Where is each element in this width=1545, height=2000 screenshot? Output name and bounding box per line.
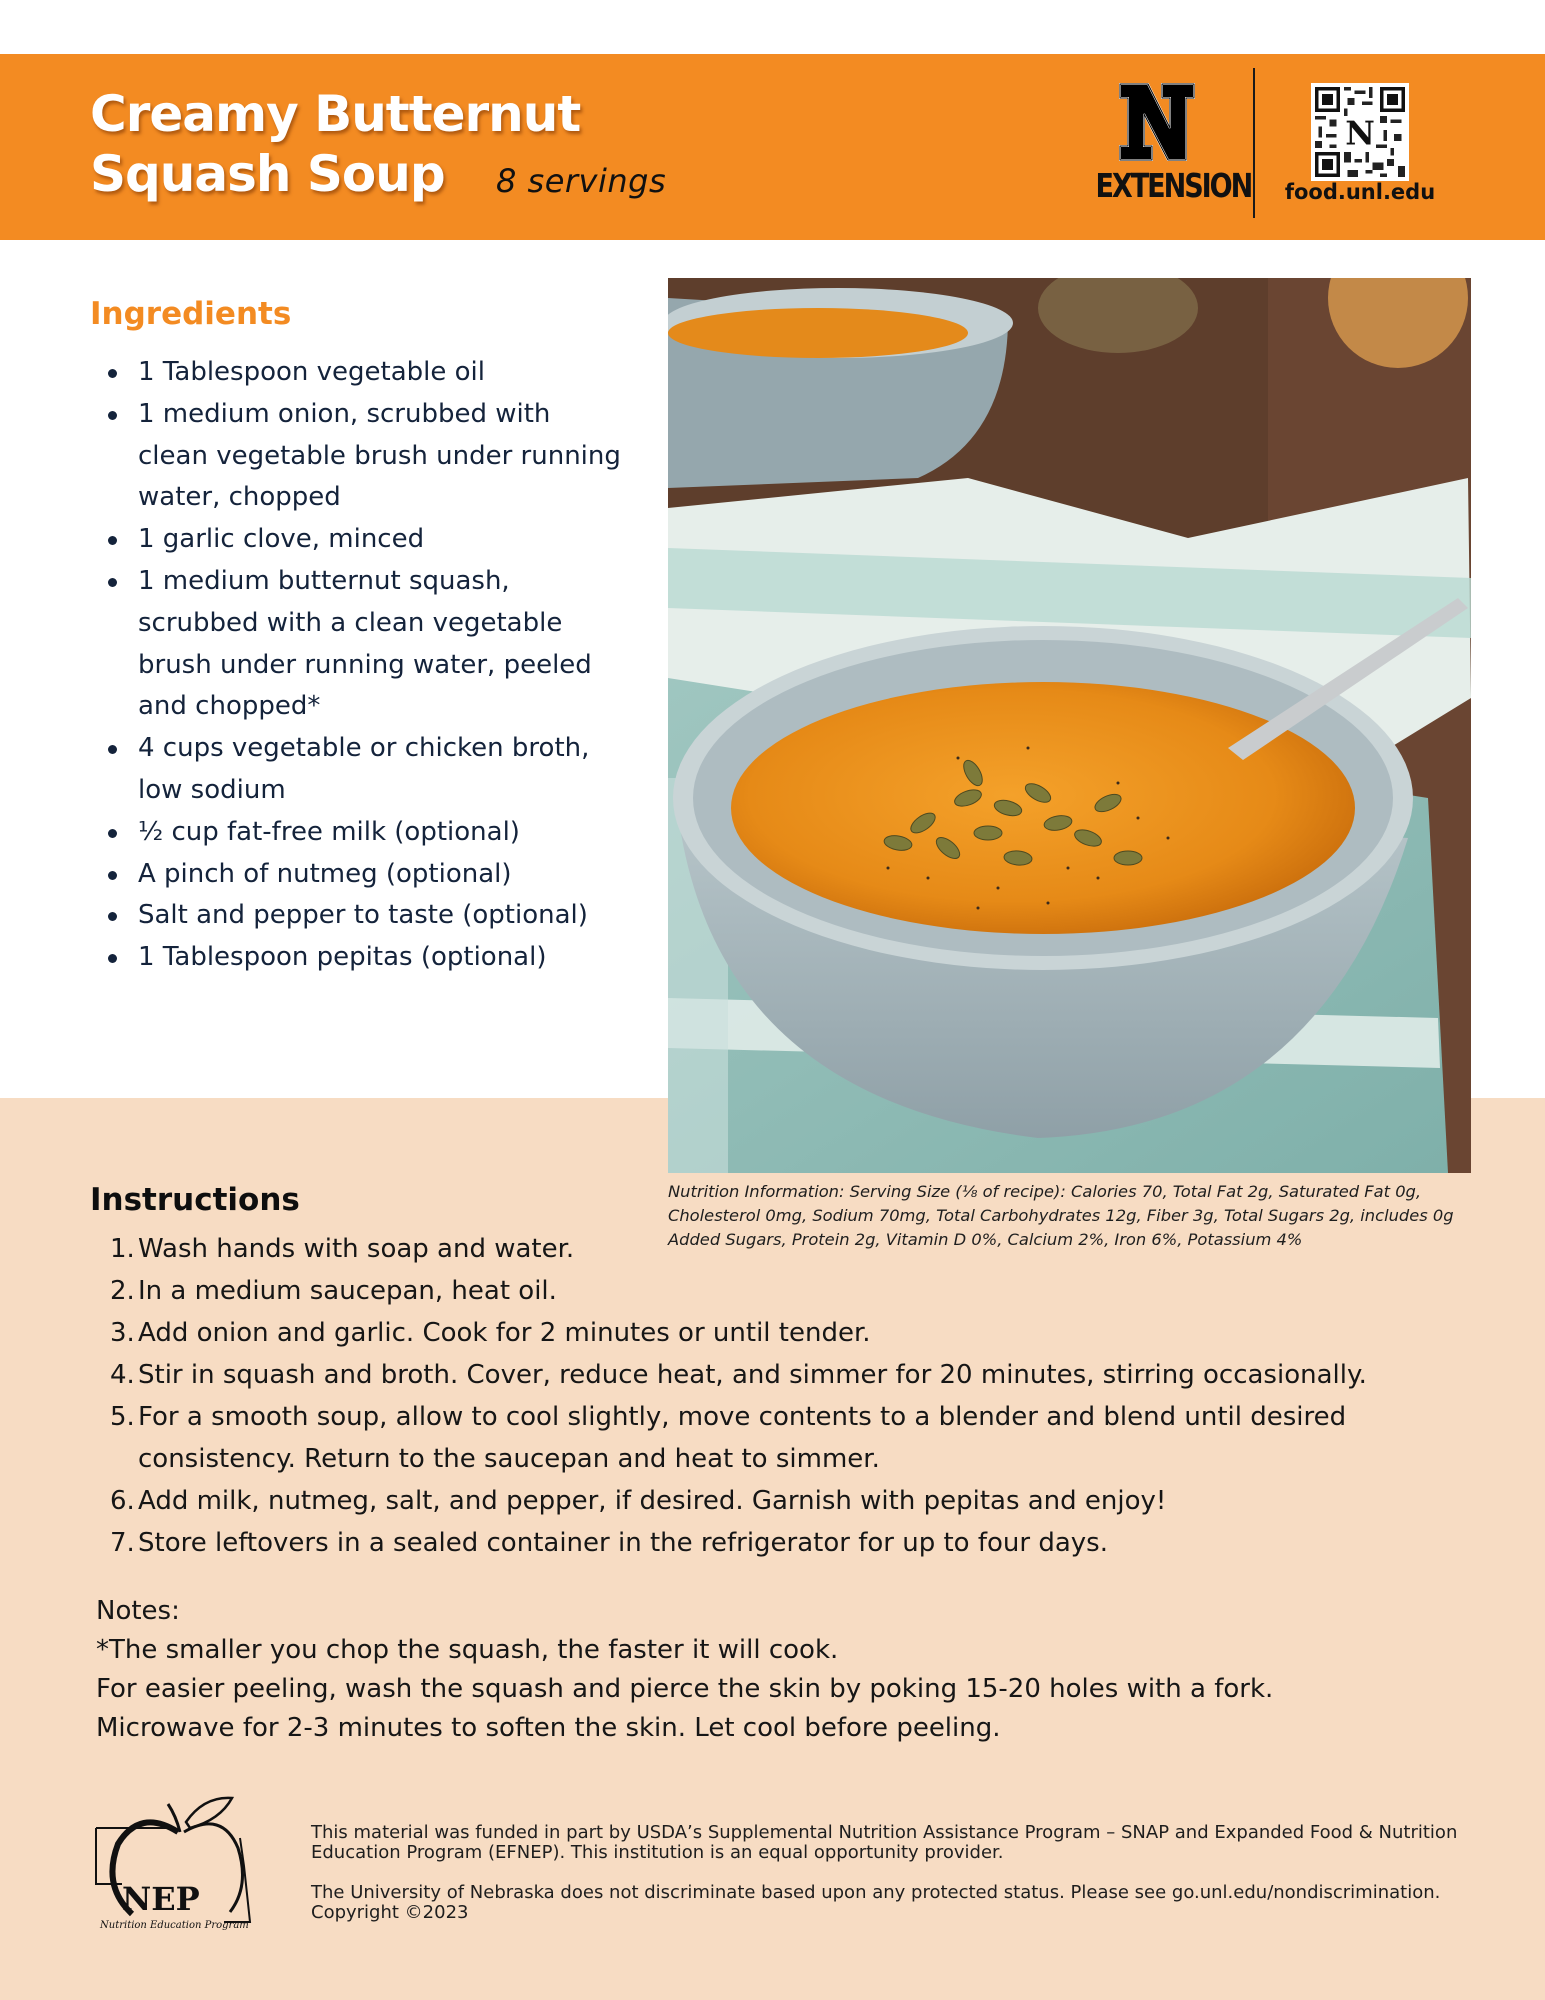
ingredient-item: 1 medium butternut squash, scrubbed with a clean vegetable brush under running water, peeled and chopped* bbox=[108, 561, 628, 728]
nondiscrimination-statement: The University of Nebraska does not discriminate based upon any protected status. Please see go.unl.edu/nondiscrimination. Copyright ©2023 bbox=[311, 1882, 1441, 1923]
instruction-step bbox=[108, 1354, 1458, 1396]
funding-statement: This material was funded in part by USDA’s Supplemental Nutrition Assistance Program – SNAP and Expanded Food & Nutrition Education Program (EFNEP). This institution is an equal opportunity provider. bbox=[311, 1822, 1458, 1863]
instruction-step bbox=[108, 1522, 1458, 1564]
note-line: *The smaller you chop the squash, the faster it will cook. bbox=[96, 1635, 839, 1665]
instruction-step bbox=[108, 1228, 1458, 1270]
step-number: 5. bbox=[110, 1402, 135, 1432]
step-number: 2. bbox=[110, 1276, 135, 1306]
ingredients-list bbox=[108, 352, 628, 979]
instruction-step bbox=[108, 1270, 1458, 1312]
ingredient-item: A pinch of nutmeg (optional) bbox=[108, 854, 628, 896]
step-text: Store leftovers in a sealed container in the refrigerator for up to four days. bbox=[138, 1528, 1108, 1558]
instructions-list bbox=[108, 1228, 1458, 1564]
ingredient-item: Salt and pepper to taste (optional) bbox=[108, 895, 628, 937]
step-text: For a smooth soup, allow to cool slightly, move contents to a blender and blend until desired consistency. Return to the saucepan and heat to simmer. bbox=[138, 1402, 1347, 1474]
nep-apple-logo-icon bbox=[92, 1796, 272, 1932]
nebraska-n-icon bbox=[1118, 82, 1196, 162]
step-text: Add onion and garlic. Cook for 2 minutes or until tender. bbox=[138, 1318, 871, 1348]
svg-text:Nutrition Education Program: Nutrition Education Program bbox=[100, 1920, 249, 1931]
extension-wordmark: EXTENSION bbox=[1095, 166, 1252, 205]
notes-section bbox=[96, 1592, 1496, 1748]
instructions-heading: Instructions bbox=[90, 1182, 300, 1218]
instruction-step bbox=[108, 1396, 1458, 1480]
header-banner bbox=[0, 54, 1545, 240]
svg-text:NEP: NEP bbox=[122, 1880, 200, 1918]
ingredient-item: 1 Tablespoon pepitas (optional) bbox=[108, 937, 628, 979]
notes-label: Notes: bbox=[96, 1596, 180, 1626]
ingredient-item: 1 medium onion, scrubbed with clean vegetable brush under running water, chopped bbox=[108, 394, 628, 519]
ingredients-heading: Ingredients bbox=[90, 296, 292, 332]
nutrition-information: Nutrition Information: Serving Size (⅛ of recipe): Calories 70, Total Fat 2g, Saturated Fat 0g, Cholesterol 0mg, Sodium 70mg, Total Carbohydrates 12g, Fiber 3g, Total Sugars 2g, includes 0g Added Sugars, Protein 2g, Vitamin D 0%, Calcium 2%, Iron 6%, Potassium 4% bbox=[668, 1182, 1454, 1249]
step-number: 6. bbox=[110, 1486, 135, 1516]
title-line-1: Creamy Butternut bbox=[90, 85, 581, 143]
title-line-2: Squash Soup bbox=[90, 145, 445, 203]
step-text: Add milk, nutmeg, salt, and pepper, if desired. Garnish with pepitas and enjoy! bbox=[138, 1486, 1167, 1516]
footer-disclaimer bbox=[311, 1823, 1511, 1943]
step-text: Stir in squash and broth. Cover, reduce heat, and simmer for 20 minutes, stirring occasionally. bbox=[138, 1360, 1367, 1390]
soup-bowl-illustration bbox=[668, 278, 1471, 1173]
servings-label: 8 servings bbox=[496, 162, 667, 200]
soup-photo bbox=[668, 278, 1471, 1173]
ingredient-item: 1 Tablespoon vegetable oil bbox=[108, 352, 628, 394]
step-text: Wash hands with soap and water. bbox=[138, 1234, 575, 1264]
ingredient-item: 1 garlic clove, minced bbox=[108, 519, 628, 561]
instruction-step bbox=[108, 1312, 1458, 1354]
ingredient-item: 4 cups vegetable or chicken broth, low sodium bbox=[108, 728, 628, 812]
website-link[interactable]: food.unl.edu bbox=[1284, 180, 1436, 204]
qr-code-icon[interactable] bbox=[1311, 83, 1409, 181]
step-text: In a medium saucepan, heat oil. bbox=[138, 1276, 557, 1306]
ingredient-item: ½ cup fat-free milk (optional) bbox=[108, 812, 628, 854]
instruction-step bbox=[108, 1480, 1458, 1522]
extension-logo bbox=[1082, 72, 1252, 222]
header-divider bbox=[1253, 68, 1255, 218]
step-number: 7. bbox=[110, 1528, 135, 1558]
note-line: Microwave for 2-3 minutes to soften the skin. Let cool before peeling. bbox=[96, 1713, 1001, 1743]
step-number: 3. bbox=[110, 1318, 135, 1348]
step-number: 1. bbox=[110, 1234, 135, 1264]
note-line: For easier peeling, wash the squash and pierce the skin by poking 15-20 holes with a fork. bbox=[96, 1674, 1274, 1704]
svg-text:N: N bbox=[1345, 114, 1375, 153]
step-number: 4. bbox=[110, 1360, 135, 1390]
